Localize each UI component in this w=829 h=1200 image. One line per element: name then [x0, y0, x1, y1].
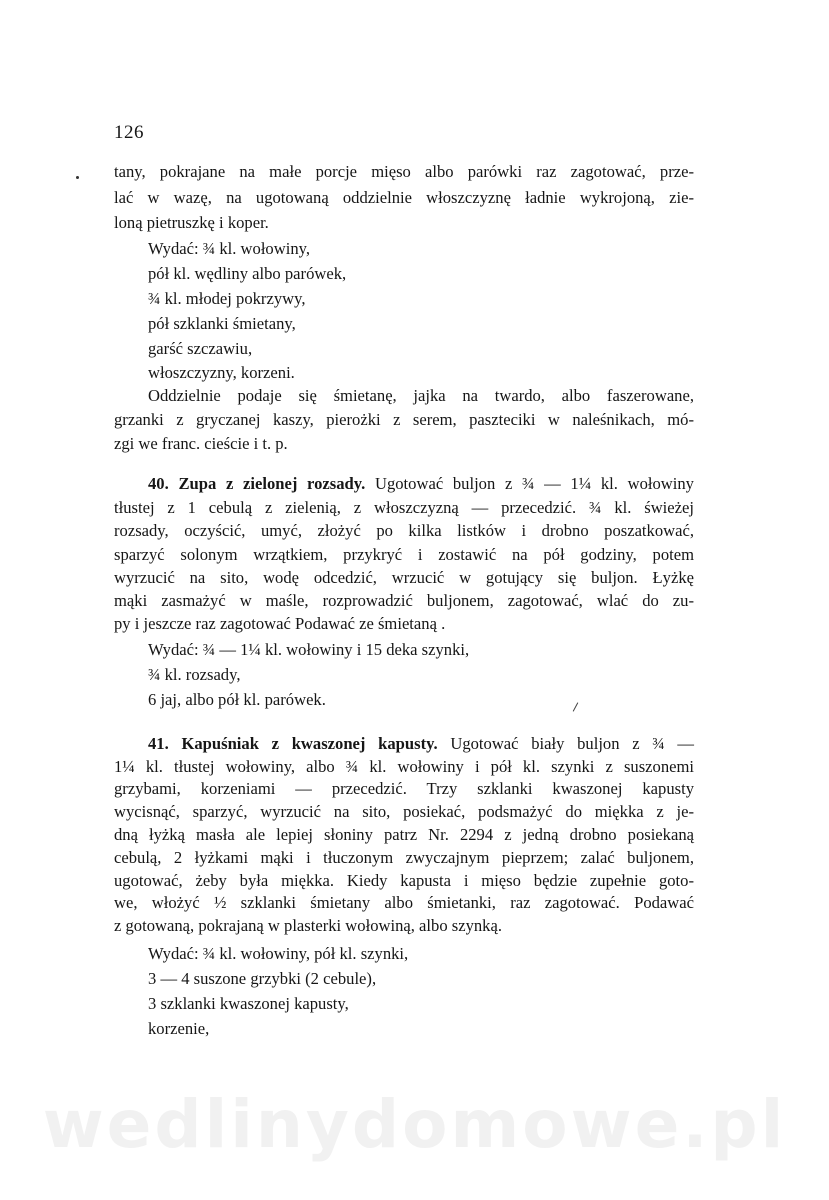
body-line: mąki zasmażyć w maśle, rozprowadzić buljonem, zagotować, wlać do zu- [114, 591, 694, 610]
recipe-number: 41. [148, 734, 169, 753]
ingredient-line: pół szklanki śmietany, [148, 314, 296, 333]
ingredient-line: korzenie, [148, 1019, 210, 1038]
print-speck [76, 176, 79, 179]
ingredient-line: pół kl. wędliny albo parówek, [148, 264, 347, 283]
body-line: wyrzucić na sito, wodę odcedzić, wrzucić w gotujący się buljon. Łyżkę [114, 568, 694, 587]
ingredient-line: 3 — 4 suszone grzybki (2 cebule), [148, 969, 377, 988]
ingredient-line: włoszczyzny, korzeni. [148, 363, 295, 382]
watermark: wedlinydomowe.pl [42, 1086, 787, 1163]
recipe-title: Kapuśniak z kwaszonej kapusty. [181, 734, 438, 753]
body-line: rozsady, oczyścić, umyć, złożyć po kilka listków i drobno poszatkować, [114, 521, 694, 540]
print-mark [573, 702, 579, 711]
body-line: cebulą, 2 łyżkami mąki i tłuczonym zwyczajnym pieprzem; zalać buljonem, [114, 848, 694, 867]
body-line: tłustej z 1 cebulą z zielenią, z włoszczyzną — przecedzić. ¾ kl. świeżej [114, 498, 694, 517]
ingredient-line: garść szczawiu, [148, 339, 253, 358]
body-line: grzanki z gryczanej kaszy, pierożki z serem, paszteciki w naleśnikach, mó- [114, 410, 694, 429]
ingredient-line: Wydać: ¾ kl. wołowiny, pół kl. szynki, [148, 944, 409, 963]
body-line: we, włożyć ½ szklanki śmietany albo śmietanki, raz zagotować. Podawać [114, 893, 694, 912]
ingredient-line: ¾ kl. rozsady, [148, 665, 241, 684]
body-text: Ugotować buljon z ¾ — 1¼ kl. wołowiny [374, 474, 694, 493]
body-line: py i jeszcze raz zagotować Podawać ze śmietaną . [114, 614, 446, 633]
body-line: loną pietruszkę i koper. [114, 213, 269, 232]
body-line: dną łyżką masła ale lepiej słoniny patrz Nr. 2294 z jedną drobno posiekaną [114, 825, 694, 844]
body-line: ugotować, żeby była miękka. Kiedy kapusta i mięso będzie zupełnie goto- [114, 871, 694, 890]
body-line: 1¼ kl. tłustej wołowiny, albo ¾ kl. wołowiny i pół kl. szynki z suszonemi [114, 757, 694, 776]
body-line: Oddzielnie podaje się śmietanę, jajka na twardo, albo faszerowane, [148, 386, 694, 405]
body-line: z gotowaną, pokrajaną w plasterki wołowiną, albo szynką. [114, 916, 502, 935]
page-number: 126 [114, 122, 144, 143]
ingredient-line: Wydać: ¾ kl. wołowiny, [148, 239, 310, 258]
ingredient-line: 6 jaj, albo pół kl. parówek. [148, 690, 326, 709]
body-line: zgi we franc. cieście i t. p. [114, 434, 288, 453]
ingredient-line: ¾ kl. młodej pokrzywy, [148, 289, 306, 308]
recipe-number: 40. [148, 474, 169, 493]
ingredient-line: Wydać: ¾ — 1¼ kl. wołowiny i 15 deka szynki, [148, 640, 470, 659]
recipe-title: Zupa z zielonej rozsady. [178, 474, 366, 493]
body-text: Ugotować biały buljon z ¾ — [450, 734, 695, 753]
body-line: tany, pokrajane na małe porcje mięso albo parówki raz zagotować, prze- [114, 162, 694, 181]
body-line: sparzyć solonym wrzątkiem, przykryć i zostawić na pół godziny, potem [114, 545, 694, 564]
recipe-40-heading-line [148, 474, 694, 494]
ingredient-line: 3 szklanki kwaszonej kapusty, [148, 994, 349, 1013]
body-line: lać w wazę, na ugotowaną oddzielnie włoszczyznę ładnie wykrojoną, zie- [114, 188, 694, 207]
recipe-41-heading-line [148, 734, 694, 754]
body-line: grzybami, korzeniami — przecedzić. Trzy szklanki kwaszonej kapusty [114, 779, 694, 798]
body-line: wycisnąć, sparzyć, wyrzucić na sito, posiekać, podsmażyć do miękka z je- [114, 802, 694, 821]
